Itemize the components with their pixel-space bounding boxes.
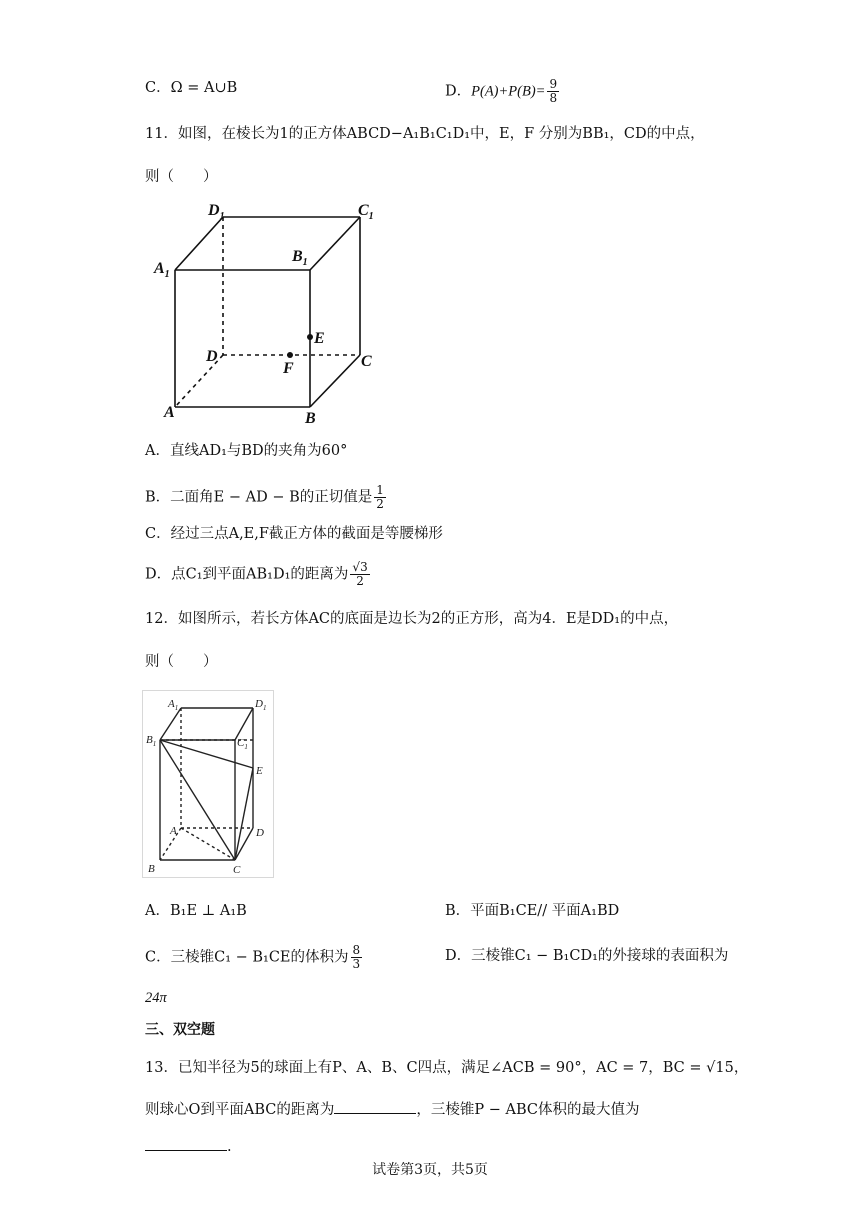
q12-option-d: D．三棱锥C₁ − B₁CD₁的外接球的表面积为 — [445, 948, 729, 964]
fraction-denominator: 2 — [356, 574, 364, 588]
label-d1: $D_1$ — [208, 202, 225, 222]
q13-line1: 13．已知半径为5的球面上有P、A、B、C四点，满足∠ACB = 90°，AC = 7，BC = √15， — [145, 1060, 749, 1076]
label-e: E — [256, 765, 263, 777]
q13-period: . — [227, 1139, 232, 1155]
q12-option-c-fraction — [351, 944, 363, 971]
section-title: 三、双空题 — [145, 1022, 215, 1038]
label-c: C — [233, 864, 241, 876]
q13-line2 — [145, 1099, 640, 1120]
q10-option-d-fraction — [547, 78, 559, 105]
q12-option-d-continuation: 24π — [145, 990, 167, 1006]
q11-then: 则（ ） — [145, 169, 218, 185]
label-c: C — [361, 353, 372, 370]
fraction-numerator: 1 — [376, 483, 384, 497]
q10-option-d — [445, 78, 561, 105]
q12-option-b: B．平面B₁CE// 平面A₁BD — [445, 903, 620, 919]
label-a: A — [164, 404, 175, 421]
fraction-numerator: 8 — [352, 943, 361, 957]
q11-option-b-fraction — [374, 484, 386, 511]
point-f — [287, 352, 293, 358]
q11-cube-figure — [140, 195, 400, 430]
q11-stem: 11．如图，在棱长为1的正方体ABCD−A₁B₁C₁D₁中，E，F 分别为BB₁，CD的中点， — [145, 126, 705, 142]
fraction-numerator: 9 — [549, 77, 558, 91]
q10-option-d-label: D． — [445, 83, 472, 100]
point-e — [307, 334, 313, 340]
label-c1: $C_1$ — [237, 737, 248, 751]
q13-line2-text-b: ，三棱锥P − ABC体积的最大值为 — [416, 1102, 640, 1118]
q10-option-c-text: C．Ω = A∪B — [145, 80, 238, 96]
q12-option-c — [145, 944, 364, 971]
q12-stem: 12．如图所示，若长方体AC的底面是边长为2的正方形，高为4．E是DD₁的中点， — [145, 611, 679, 627]
label-d1: $D_1$ — [255, 698, 267, 712]
q11-option-a: A．直线AD₁与BD的夹角为60° — [145, 443, 348, 459]
label-a1: $A_1$ — [168, 698, 179, 712]
answer-blank-2[interactable] — [145, 1136, 227, 1151]
page-footer: 试卷第3页，共5页 — [372, 1162, 488, 1178]
label-b1: $B_1$ — [146, 734, 157, 748]
label-f: F — [283, 360, 294, 377]
q13-line2-text-a: 则球心O到平面ABC的距离为 — [145, 1102, 335, 1118]
q12-then: 则（ ） — [145, 654, 218, 670]
label-e: E — [314, 330, 325, 347]
label-b: B — [148, 863, 155, 875]
q11-option-b — [145, 484, 388, 511]
q12-prism-figure — [142, 690, 274, 878]
label-d: D — [256, 827, 264, 839]
q12-option-a: A．B₁E ⊥ A₁B — [145, 903, 247, 919]
fraction-denominator: 8 — [549, 91, 558, 105]
fraction-denominator: 2 — [376, 497, 384, 511]
q11-option-d-fraction — [350, 561, 369, 588]
label-a: A — [170, 825, 177, 837]
label-d: D — [206, 348, 218, 365]
q10-option-c — [145, 78, 237, 98]
q11-option-d — [145, 561, 372, 588]
label-b: B — [305, 410, 316, 427]
label-c1: $C_1$ — [358, 202, 374, 222]
label-b1: $B_1$ — [292, 248, 308, 268]
fraction-denominator: 3 — [352, 957, 361, 971]
answer-blank-1[interactable] — [334, 1099, 416, 1114]
q12-option-c-text: C．三棱锥C₁ − B₁CE的体积为 — [145, 949, 349, 966]
q11-option-d-text: D．点C₁到平面AB₁D₁的距离为 — [145, 566, 349, 583]
label-a1: $A_1$ — [154, 260, 170, 280]
q11-option-c: C．经过三点A,E,F截正方体的截面是等腰梯形 — [145, 526, 443, 542]
q11-option-b-text: B．二面角E − AD − B的正切值是 — [145, 489, 373, 506]
fraction-numerator: √3 — [352, 560, 368, 574]
q13-line3 — [145, 1136, 232, 1157]
q10-option-d-expr: P(A)+P(B)= — [471, 83, 546, 100]
